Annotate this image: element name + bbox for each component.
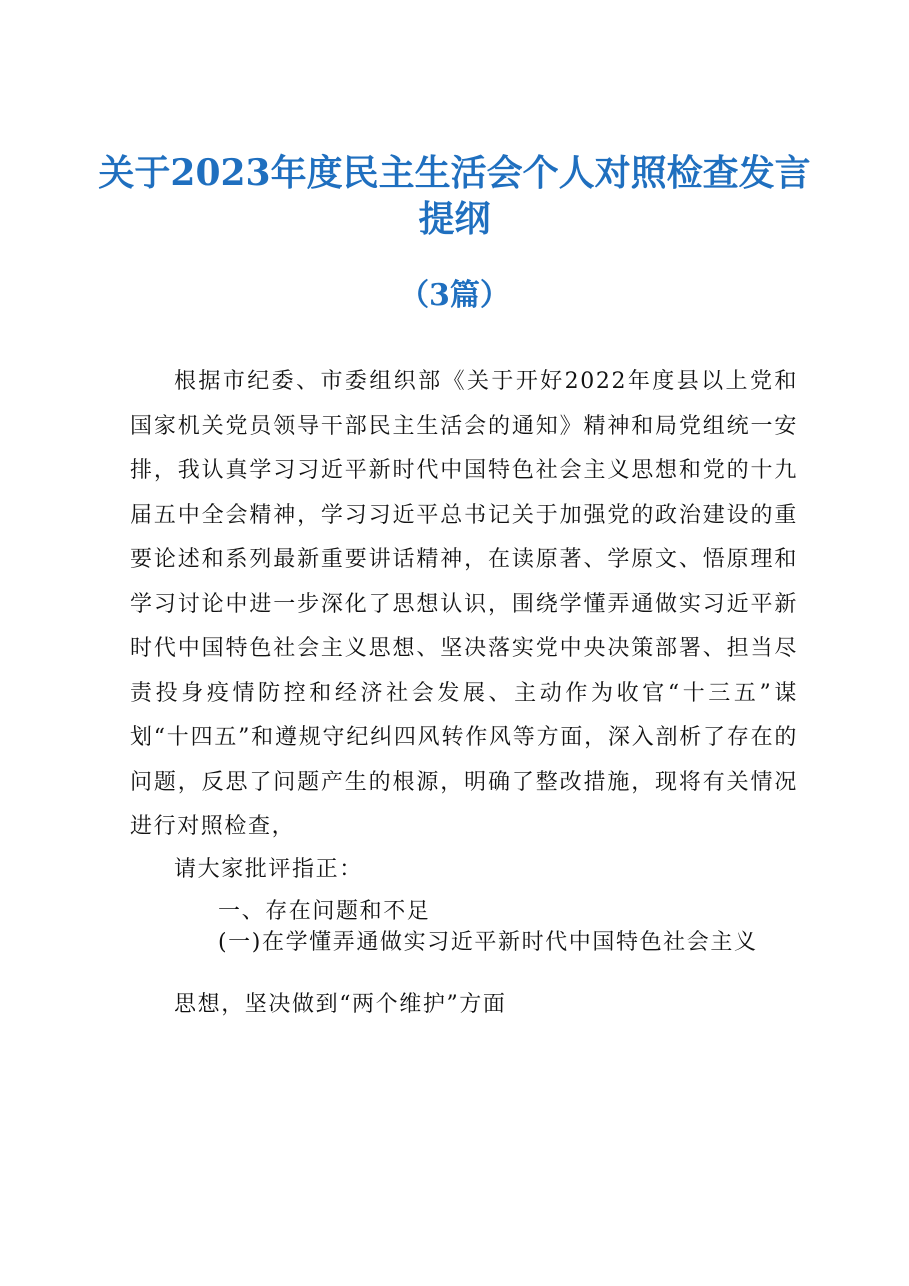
request-for-criticism: 请大家批评指正： [174, 857, 363, 882]
intro-paragraph: 根据市纪委、市委组织部《关于开好2022年度县以上党和国家机关党员领导干部民主生活会的通知》精神和局党组统一安排，我认真学习习近平新时代中国特色社会主义思想和党的十九届五中全会精神，学习习近平总书记关于加强党的政治建设的重要论述和系列最新重要讲话精神，在读原著、学原文、悟原理和学习讨论中进一步深化了思想认识，围绕学懂弄通做实习近平新时代中国特色社会主义思想、坚决落实党中央决策部署、担当尽责投身疫情防控和经济社会发展、主动作为收官“十三五”谋划“十四五”和遵规守纪纠四风转作风等方面，深入剖析了存在的问题，反思了问题产生的根源，明确了整改措施，现将有关情况进行对照检查， [130, 369, 798, 839]
document-subtitle: （3篇） [399, 278, 510, 313]
document-title-line-1: 关于2023年度民主生活会个人对照检查发言 [98, 152, 811, 194]
section-heading-problems: 一、存在问题和不足 [218, 899, 431, 924]
subsection-heading-1-continuation: 思想，坚决做到“两个维护”方面 [174, 992, 507, 1017]
subsection-heading-1: (一)在学懂弄通做实习近平新时代中国特色社会主义 [218, 930, 758, 955]
document-title-line-2: 提纲 [418, 198, 491, 240]
